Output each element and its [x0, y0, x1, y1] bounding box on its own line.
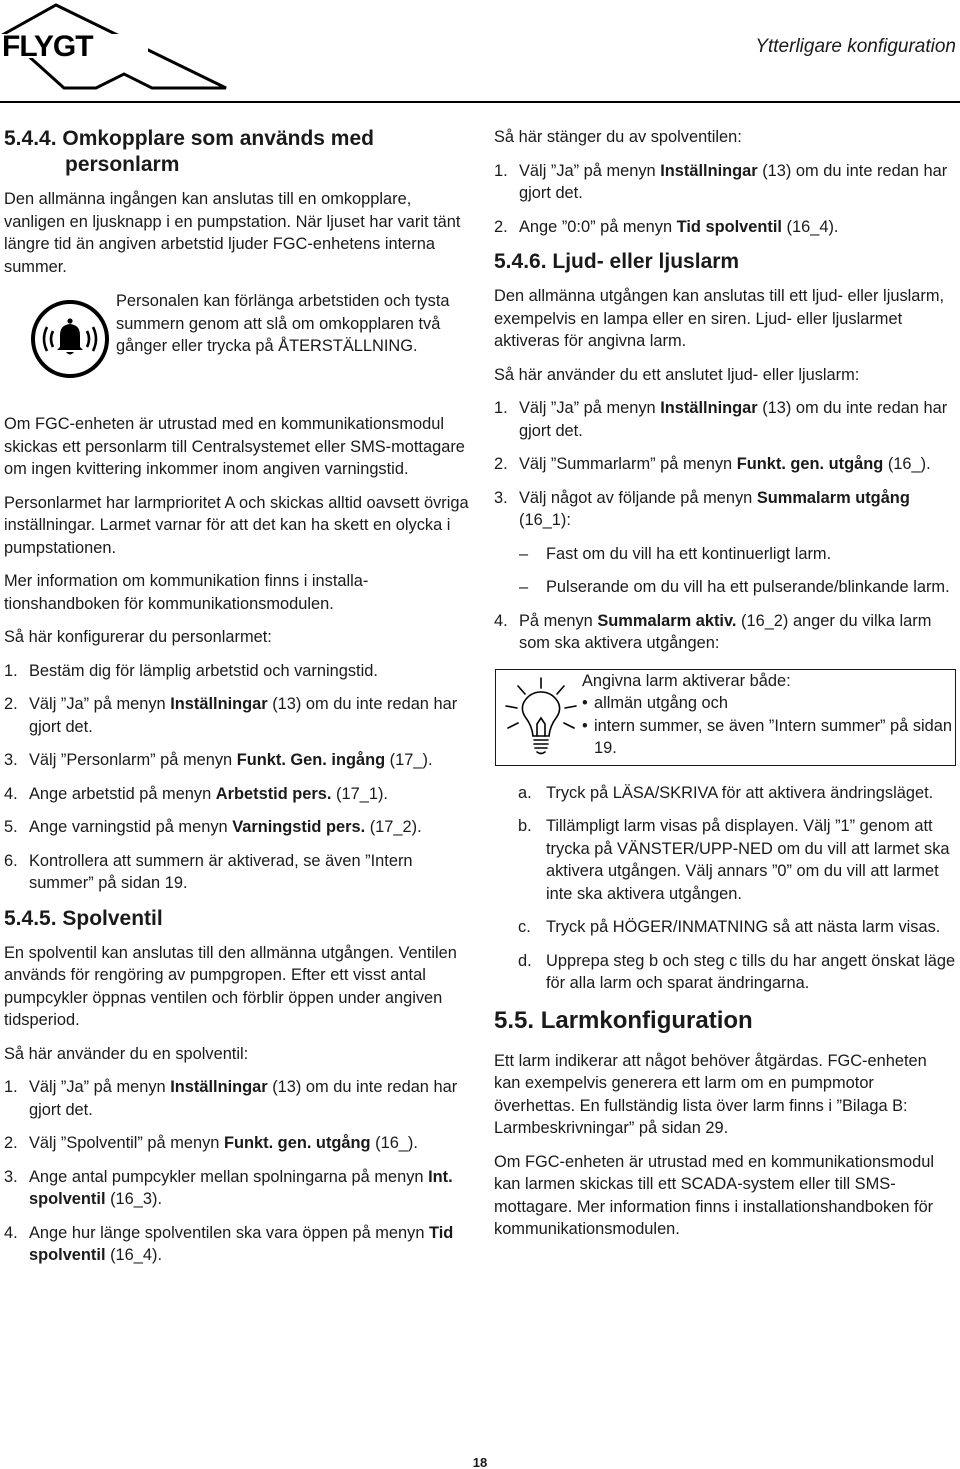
- alpha-steps: [518, 782, 956, 995]
- alarm-note: [4, 289, 470, 397]
- tip-text: Angivna larm aktiverar både: • allmän utgång och • intern summer, se även ”Intern summer” på sidan 19.: [582, 670, 954, 760]
- alarm-bell-icon: [30, 299, 110, 379]
- list-item: 1. Välj ”Ja” på menyn Inställningar (13) om du inte redan har gjort det.: [4, 1078, 458, 1119]
- dash-list-item: – Fast om du vill ha ett kontinuerligt larm.: [519, 544, 832, 563]
- list-item: a. Tryck på LÄSA/SKRIVA för att aktivera ändringsläget.: [518, 783, 934, 802]
- list-item: 6. Kontrollera att summern är aktiverad, se även ”Intern summer” på sidan 19.: [4, 851, 413, 892]
- left-column: [4, 126, 470, 1278]
- paragraph: Så här stänger du av spolventilen:: [494, 128, 742, 146]
- steps-sound-light-alarm: [494, 397, 956, 532]
- page-number: 18: [472, 1455, 488, 1469]
- paragraph: Om FGC-enheten är utrustad med en kommunikationsmodul skickas ett personlarm till Centralsystemet eller SMS-mottagare om ingen kvittering inkommer inom angiven varningstid.: [4, 415, 465, 478]
- tip-box: [495, 669, 956, 766]
- header-divider: [0, 101, 960, 103]
- list-item: 3. Välj ”Personlarm” på menyn Funkt. Gen. ingång (17_).: [4, 751, 433, 769]
- paragraph: Den allmänna utgången kan anslutas till ett ljud- eller ljuslarm, exempelvis en lampa eller en siren. Ljud- eller ljuslarmet aktiveras för angivna larm.: [494, 287, 945, 350]
- list-item: 2. Välj ”Spolventil” på menyn Funkt. gen. utgång (16_).: [4, 1134, 418, 1152]
- paragraph: Mer information om kommunikation finns i installationshandboken för kommunikationsmodulen.: [4, 572, 369, 613]
- section-title-flush-valve: 5.4.5. Spolventil: [4, 906, 163, 930]
- page-header: [0, 0, 960, 110]
- paragraph: Om FGC-enheten är utrustad med en kommunikationsmodul kan larmen skickas till ett SCADA-system eller till SMS-mottagare. Mer information finns i installationshandboken för kommunikationsmodulen.: [494, 1152, 935, 1238]
- right-column: [494, 126, 956, 1252]
- section-title-switch-personal-alarm: 5.4.4. Omkopplare som används med personlarm: [4, 127, 374, 176]
- list-item: 3. Välj något av följande på menyn Summalarm utgång (16_1):: [494, 488, 910, 529]
- alarm-note-text: Personalen kan förlänga arbetstiden och tysta summern genom att slå om omkopplaren två gånger eller trycka på ÅTERSTÄLLNING.: [116, 292, 450, 355]
- flygt-logo: [0, 0, 228, 92]
- paragraph: Ett larm indikerar att något behöver åtgärdas. FGC-enheten kan exempelvis generera ett larm om en pumpmotor överhettas. En fullständig lista över larm finns i ”Bilaga B: Larmbeskrivningar” på sidan 29.: [494, 1051, 927, 1137]
- list-item: c. Tryck på HÖGER/INMATNING så att nästa larm visas.: [518, 918, 941, 936]
- list-item: 1. Välj ”Ja” på menyn Inställningar (13) om du inte redan har gjort det.: [494, 399, 948, 440]
- list-item: 1. Bestäm dig för lämplig arbetstid och varningstid.: [4, 661, 378, 680]
- steps-flush-valve: [4, 1076, 470, 1267]
- lightbulb-icon: [500, 674, 582, 760]
- list-item: 2. Välj ”Summarlarm” på menyn Funkt. gen. utgång (16_).: [494, 455, 931, 473]
- paragraph: Den allmänna ingången kan anslutas till en omkopplare, vanligen en ljusknapp i en pumpstation. När ljuset har varit tänt längre tid än angiven arbetstid ljuder FGC-enhetens interna summer.: [4, 190, 461, 276]
- dash-list-item: – Pulserande om du vill ha ett pulserande/blinkande larm.: [519, 578, 950, 596]
- list-item: 4. Ange hur länge spolventilen ska vara öppen på menyn Tid spolventil (16_4).: [4, 1223, 454, 1264]
- list-item: 5. Ange varningstid på menyn Varningstid pers. (17_2).: [4, 818, 422, 836]
- section-title-alarm-configuration: 5.5. Larmkonfiguration: [494, 1006, 753, 1034]
- list-item: 2. Ange ”0:0” på menyn Tid spolventil (16_4).: [494, 217, 839, 236]
- bullet-item: • allmän utgång och: [582, 694, 728, 712]
- list-item: 3. Ange antal pumpcykler mellan spolningarna på menyn Int. spolventil (16_3).: [4, 1167, 453, 1208]
- steps-disable-flush-valve: [494, 160, 956, 239]
- list-item: 4. På menyn Summalarm aktiv. (16_2) anger du vilka larm som ska aktivera utgången:: [494, 611, 932, 652]
- paragraph: Så här använder du ett anslutet ljud- eller ljuslarm:: [494, 365, 860, 384]
- bullet-item: • intern summer, se även ”Intern summer” på sidan 19.: [582, 716, 953, 757]
- paragraph: En spolventil kan anslutas till den allmänna utgången. Ventilen används för rengöring av pumpgropen. Efter ett visst antal pumpcykler öppnas ventilen och förblir öppen under angiven tidsperiod.: [4, 943, 457, 1029]
- steps-personal-alarm: [4, 660, 470, 895]
- list-item: 4. Ange arbetstid på menyn Arbetstid pers. (17_1).: [4, 784, 388, 803]
- list-item: 2. Välj ”Ja” på menyn Inställningar (13) om du inte redan har gjort det.: [4, 695, 458, 736]
- list-item: b. Tillämpligt larm visas på displayen. Välj ”1” genom att trycka på VÄNSTER/UPP-NED om du vill att larmet ska aktivera utgången. Välj annars ”0” om du vill att larmet inte ska aktivera utgången.: [518, 817, 950, 903]
- section-title-sound-light-alarm: 5.4.6. Ljud- eller ljuslarm: [494, 250, 740, 273]
- header-title: Ytterligare konfiguration: [755, 36, 956, 57]
- paragraph: Så här använder du en spolventil:: [4, 1044, 249, 1063]
- paragraph: Så här konfigurerar du personlarmet:: [4, 628, 272, 646]
- svg-text:FLYGT: FLYGT: [2, 30, 93, 63]
- paragraph: Personlarmet har larmprioritet A och skickas alltid oavsett övriga inställningar. Larmet varnar för att det kan ha skett en olycka i pumpstationen.: [4, 493, 469, 557]
- list-item: d. Upprepa steg b och steg c tills du har angett önskat läge för alla larm och sparat ändringarna.: [518, 951, 956, 992]
- list-item: 1. Välj ”Ja” på menyn Inställningar (13) om du inte redan har gjort det.: [494, 161, 948, 202]
